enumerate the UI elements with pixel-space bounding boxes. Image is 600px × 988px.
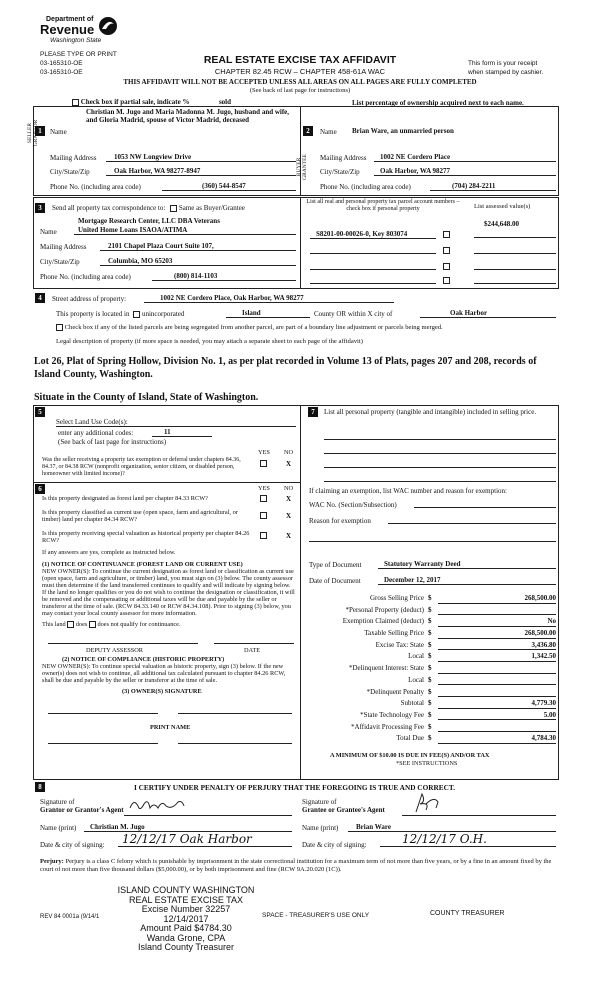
unincorporated-label: unincorporated [141,310,185,318]
perjury-label: Perjury: [40,858,64,865]
ledger-label: Total Due [396,734,424,743]
this-land-label: This land [42,621,66,628]
parcel-line-2[interactable] [310,246,436,254]
ledger-value[interactable]: 5.00 [438,711,556,721]
ledger-currency: $ [428,687,432,696]
grantor-date-label: Date & city of signing: [40,841,105,849]
ledger-value[interactable]: 268,500.00 [438,629,556,639]
personal-property-line-2[interactable] [324,446,556,454]
correspondence-row [52,204,245,212]
correspondence-name-label: Name [40,228,57,236]
stamp-line: REAL ESTATE EXCISE TAX [128,894,244,905]
ledger-row [300,698,560,710]
receipt-note-2: when stamped by cashier. [468,69,544,76]
form-revision: REV 84 0001a (9/14/1 [40,914,100,920]
historical-question: Is this property receiving special valuation as historical property per chapter 84.26 RCW? [42,530,250,544]
exemption-claim-label: If claiming an exemption, list WAC number and reason for exemption: [309,487,507,495]
ledger-currency: $ [428,734,432,743]
page-subtitle: CHAPTER 82.45 RCW – CHAPTER 458-61A WAC [214,67,386,76]
ledger-row [300,733,560,745]
ledger-row [300,675,560,687]
grantor-signature-scribble [128,796,188,814]
land-use-instructions: (See back of last page for instructions) [58,438,167,446]
ledger-value[interactable] [438,688,556,698]
doc-type-label: Type of Document [309,561,362,569]
forest-no-mark[interactable]: X [286,495,292,503]
section-2-badge: 2 [303,126,313,136]
section-5-badge: 5 [35,407,45,417]
ledger-label: Exemption Claimed (deduct) [342,617,424,626]
ledger-value[interactable]: 4,784.30 [438,734,556,744]
seller-mailing-label: Mailing Address [50,154,97,162]
logo-line-2: Revenue [40,22,95,37]
seller-phone-label: Phone No. (including area code) [50,183,141,191]
ledger-value[interactable] [438,723,556,733]
additional-codes-label: enter any additional codes: [58,429,134,437]
ledger-currency: $ [428,594,432,602]
section-8-badge: 8 [35,782,45,792]
partial-sale-row [72,98,231,106]
correspondence-mailing-value[interactable]: 2101 Chapel Plaza Court Suite 107, [100,242,296,251]
print-note: PLEASE TYPE OR PRINT [40,51,117,58]
ledger-value[interactable]: 4,779.30 [438,699,556,709]
land-use-code-value[interactable]: 11 [152,428,212,437]
ledger-row [300,616,560,628]
owner-signature-label: (3) OWNER(S) SIGNATURE [122,688,202,695]
page-title: REAL ESTATE EXCISE TAX AFFIDAVIT [203,54,397,66]
ledger-row [300,710,560,722]
buyer-mailing-label: Mailing Address [320,154,367,162]
buyer-city-label: City/State/Zip [320,168,360,176]
logo-swirl-icon [98,16,118,36]
ledger-currency: $ [428,617,432,626]
section-6-no-header: NO [284,485,294,492]
ledger-value[interactable]: No [438,617,556,627]
seller-mailing-value[interactable]: 1053 NW Longview Drive [106,153,296,162]
instructions-note: (See back of last page for instructions) [249,87,351,94]
perjury-notice [40,858,560,874]
parcel-header: List all real and personal property tax parcel account numbers – check box if personal property [306,199,460,212]
correspondence-city-value[interactable]: Columbia, MO 65203 [100,257,296,266]
ledger-row [300,722,560,734]
ledger-label: *Delinquent Interest: State [348,664,424,673]
current-use-yes-checkbox[interactable] [260,512,267,519]
ledger-label: Subtotal [400,699,424,708]
land-use-select-label[interactable]: Select Land Use Code(s): [56,418,296,427]
ledger-currency: $ [428,605,432,614]
personal-property-label: List all personal property (tangible and intangible) included in selling price. [324,408,537,416]
ledger-row [300,628,560,640]
street-label: Street address of property: [52,295,127,303]
ledger-value[interactable]: 268,500.00 [438,594,556,604]
parcel-personal-checkbox-4[interactable] [443,277,450,284]
qualify-row [42,621,181,628]
stamp-line: ISLAND COUNTY WASHINGTON [117,885,255,895]
situate-text: Situate in the County of Island, State of Washington. [34,392,259,403]
deputy-assessor-line[interactable] [48,636,198,644]
buyer-mailing-value[interactable]: 1002 NE Cordero Place [374,153,556,162]
section-4-badge: 4 [35,293,45,303]
reason-label: Reason for exemption [309,517,371,525]
ledger-currency: $ [428,710,432,719]
notice-2-title: (2) NOTICE OF COMPLIANCE (HISTORIC PROPERTY) [62,656,225,663]
ledger-label: Excise Tax: State [375,640,424,649]
assessed-line-4[interactable] [474,276,556,284]
segregation-label: Check box if any of the listed parcels are being segregated from another parcel, are part of a boundary line adjustment or parcels being merged. [64,324,443,332]
form-code-1: 03-165310-OE [40,60,83,67]
parcel-line-4[interactable] [310,276,436,284]
ledger-currency: $ [428,664,432,673]
seller-city-label: City/State/Zip [50,168,90,176]
unincorporated-checkbox[interactable] [133,311,140,318]
treasurer-stamp [106,886,266,953]
notice-1-title: (1) NOTICE OF CONTINUANCE (FOREST LAND OR CURRENT USE) [42,561,243,568]
county-value[interactable]: Island [226,309,310,318]
print-name-line-1[interactable] [48,736,158,744]
ledger-row [300,687,560,699]
stamp-line: Island County Treasurer [137,942,235,952]
notice-1-text: NEW OWNER(S): To continue the current designation as forest land or classification as current use (open space, farm and agriculture, or timber) land, you must sign on (3) below. The county assessor must then determine if the land transferred continues to qualify and will indicate by signing below. If the land no longer qualifies or you do not wish to continue the designation or classification, it will be removed and the compensating or additional taxes will be due and payable by the seller or transferor at the time of sale. (RCW 84.33.140 or RCW 84.34.108). Prior to signing (3) below, you may contact your local county assessor for more information. [42,568,295,617]
reason-line-2[interactable] [309,534,556,542]
wac-value[interactable] [414,500,556,508]
dor-logo [40,16,120,50]
grantor-date-value[interactable]: 12/12/17 Oak Harbor [118,832,292,847]
assessed-header: List assessed value(s) [474,203,531,210]
legal-label: Legal description of property (if more space is needed, you may attach a separate sheet to each page of the affidavit) [56,338,363,345]
grantee-sig-label-2: Grantee or Grantee's Agent [302,806,385,814]
seller-phone-value[interactable]: (360) 544-8547 [162,182,296,191]
stamp-line: Wanda Grone, CPA [146,932,226,943]
grantee-signature-scribble [412,792,442,814]
historical-no-mark[interactable]: X [286,532,292,540]
grantor-name-label: Name (print) [40,824,77,832]
correspondence-name-line-2[interactable]: United Home Loans ISAOA/ATIMA [74,226,296,235]
ledger-label: Local [408,652,424,661]
parcel-value[interactable]: S8201-00-00026-0, Key 803074 [310,230,436,239]
assessor-date-label: DATE [244,647,261,654]
stamp-line: Amount Paid $4784.30 [140,923,232,933]
grantee-date-label: Date & city of signing: [302,841,367,849]
personal-property-line-4[interactable] [324,474,556,482]
partial-sale-checkbox[interactable] [72,99,79,106]
ledger-label: Local [408,675,424,684]
deputy-assessor-label: DEPUTY ASSESSOR [86,647,143,654]
ledger-label: *Delinquent Penalty [366,687,424,696]
print-name-line-2[interactable] [178,736,292,744]
acceptance-warning: THIS AFFIDAVIT WILL NOT BE ACCEPTED UNLESS ALL AREAS ON ALL PAGES ARE FULLY COMPLETED [123,78,477,86]
legal-description: Lot 26, Plat of Spring Hollow, Division No. 1, as per plat recorded in Volume 13 of Plats, pages 207 and 208, records of Island County, Washington. [34,356,537,380]
ledger-row [300,651,560,663]
answers-note: If any answers are yes, complete as instructed below. [42,549,176,556]
segregation-row [56,324,443,331]
treasurer-space-label: SPACE - TREASURER'S USE ONLY [262,912,370,919]
correspondence-mailing-label: Mailing Address [40,243,87,251]
doc-date-value[interactable]: December 12, 2017 [378,576,556,585]
parcel-personal-checkbox-1[interactable] [443,231,450,238]
does-not-checkbox[interactable] [89,621,96,628]
logo-line-1: Department of [46,16,94,23]
receipt-note-1: This form is your receipt [468,60,538,67]
sold-label: sold [218,98,232,106]
ledger-label: Taxable Selling Price [364,629,424,638]
forest-land-question: Is this property designated as forest land per chapter 84.33 RCW? [42,495,208,502]
parcel-personal-checkbox-2[interactable] [443,247,450,254]
same-as-buyer-checkbox[interactable] [170,205,177,212]
ledger-value[interactable]: 3,436.80 [438,641,556,651]
buyer-name-label: Name [320,128,337,136]
assessed-line-2[interactable] [474,246,556,254]
ledger-label: *Personal Property (deduct) [345,605,424,614]
section-6-yes-header: YES [258,485,270,492]
exemption-question: Was the seller receiving a property tax exemption or deferral under chapters 84.36, 84.37, or 84.38 RCW (nonprofit organization, senior citizen, or disabled person, homeowner with limited income)? [42,457,241,477]
ledger-row [300,593,560,605]
owner-signature-line-2[interactable] [178,706,292,714]
correspondence-city-label: City/State/Zip [40,258,80,266]
ledger-value[interactable] [438,606,556,616]
street-value[interactable]: 1002 NE Cordero Place, Oak Harbor, WA 98277 [144,294,394,303]
ownership-note: List percentage of ownership acquired next to each name. [352,99,524,107]
grantee-name-label: Name (print) [302,824,339,832]
ledger-currency: $ [428,675,432,684]
ledger-value[interactable] [438,676,556,686]
partial-sale-label: Check box if partial sale, indicate % [80,98,190,106]
tax-ledger [300,593,560,745]
does-checkbox[interactable] [67,621,74,628]
seller-name-label: Name [50,128,67,136]
section-5-no-header: NO [284,449,294,456]
ledger-row [300,640,560,652]
notice-2-text: NEW OWNER(S): To continue special valuation as historic property, sign (3) below. If the new owner(s) does not wish to continue, all additional tax calculated pursuant to chapter 84.26 RCW, shall be due and payable by the seller or transferor at the time of sale. [42,663,286,684]
certify-statement: I CERTIFY UNDER PENALTY OF PERJURY THAT THE FOREGOING IS TRUE AND CORRECT. [134,783,456,792]
ledger-currency: $ [428,699,432,708]
exemption-yes-checkbox[interactable] [260,460,267,467]
stamp-line: Excise Number 32257 [141,904,231,914]
section-5-6-rule [33,482,300,483]
correspondence-phone-value[interactable]: (800) 814-1103 [152,272,296,281]
ledger-value[interactable] [438,664,556,674]
grantee-name-value[interactable]: Brian Ware [348,823,556,832]
ledger-label: *State Technology Fee [360,710,424,719]
correspondence-name-line-1: Mortgage Research Center, LLC DBA Veterans [78,217,220,225]
section-3-divider [300,197,301,289]
assessed-line-1[interactable] [474,230,556,238]
ledger-row [300,663,560,675]
perjury-text: Perjury is a class C felony which is punishable by imprisonment in the state correctional institution for a maximum term of not more than five years, or by a fine in an amount fixed by the court of not more than five thousand dollars ($5,000.00), or by both imprisonment and fine (RCW 9A.20.020 (1C)). [40,858,552,873]
located-label: This property is located in [56,310,130,318]
ledger-currency: $ [428,640,432,649]
assessor-date-line[interactable] [214,636,294,644]
city-value[interactable]: Oak Harbor [420,309,556,318]
county-treasurer-label: COUNTY TREASURER [430,910,505,917]
seller-name-value: Christian M. Jugo and Maria Madonna M. Jugo, husband and wife, and Gloria Madrid, spouse of Victor Madrid, deceased [86,108,290,125]
section-5-yes-header: YES [258,449,270,456]
minimum-note: A MINIMUM OF $10.00 IS DUE IN FEE(S) AND/OR TAX [330,752,490,759]
does-label: does [75,621,88,628]
grantee-sig-label-1: Signature of [302,798,337,806]
ledger-currency: $ [428,652,432,661]
owner-signature-line-1[interactable] [48,706,158,714]
section-1-badge: 1 [35,126,45,136]
correspondence-label: Send all property tax correspondence to: [52,204,166,212]
reason-line-1[interactable] [388,516,556,524]
buyer-phone-value[interactable]: (704) 284-2211 [430,182,556,191]
ledger-currency: $ [428,629,432,638]
section-7-badge: 7 [308,407,318,417]
section-6-badge: 6 [35,484,45,494]
grantor-sig-label-2: Grantor or Grantor's Agent [40,806,124,814]
doc-type-value[interactable]: Statutory Warranty Deed [378,560,556,569]
parcel-personal-checkbox-3[interactable] [443,263,450,270]
ledger-label: Gross Selling Price [369,594,424,602]
grantee-date-value[interactable]: 12/12/17 O.H. [380,832,556,847]
wac-label: WAC No. (Section/Subsection) [309,501,397,509]
location-row [56,310,184,318]
buyer-city-value[interactable]: Oak Harbor, WA 98277 [374,167,556,176]
historical-yes-checkbox[interactable] [260,532,267,539]
personal-property-line-1[interactable] [324,432,556,440]
buyer-name-value: Brian Ware, an unmarried person [352,127,454,135]
current-use-question: Is this property classified as current use (open space, farm and agricultural, or timber) land per chapter 84.34 RCW? [42,509,238,523]
personal-property-line-3[interactable] [324,460,556,468]
doc-date-label: Date of Document [309,577,361,585]
print-name-label: PRINT NAME [150,724,191,731]
form-code-2: 03-165310-OE [40,69,83,76]
logo-line-3: Washington State [50,37,102,44]
stamp-line: 12/14/2017 [163,913,209,924]
ledger-value[interactable]: 1,342.50 [438,652,556,662]
assessed-line-3[interactable] [474,262,556,270]
county-or-label: County OR within X city of [314,310,393,318]
ledger-row [300,605,560,617]
grantor-name-value[interactable]: Christian M. Jugo [84,823,292,832]
seller-city-value[interactable]: Oak Harbor, WA 98277-8947 [106,167,296,176]
see-instructions: *SEE INSTRUCTIONS [396,760,458,767]
buyer-side-label: BUYER GRANTEE [296,154,308,180]
correspondence-phone-label: Phone No. (including area code) [40,273,131,281]
grantor-sig-label-1: Signature of [40,798,75,806]
does-not-label: does not qualify for continuance. [97,621,181,628]
ledger-label: *Affidavit Processing Fee [351,722,424,731]
assessed-value: $244,648.00 [484,220,519,228]
section-3-badge: 3 [35,203,45,213]
ledger-currency: $ [428,722,432,731]
same-as-buyer-label: Same as Buyer/Grantee [178,204,245,212]
exemption-no-mark[interactable]: X [286,460,292,468]
buyer-phone-label: Phone No. (including area code) [320,183,411,191]
forest-yes-checkbox[interactable] [260,495,267,502]
current-use-no-mark[interactable]: X [286,512,292,520]
seller-side-label: SELLER GRANTOR [27,119,39,147]
segregation-checkbox[interactable] [56,324,63,331]
parcel-line-3[interactable] [310,262,436,270]
